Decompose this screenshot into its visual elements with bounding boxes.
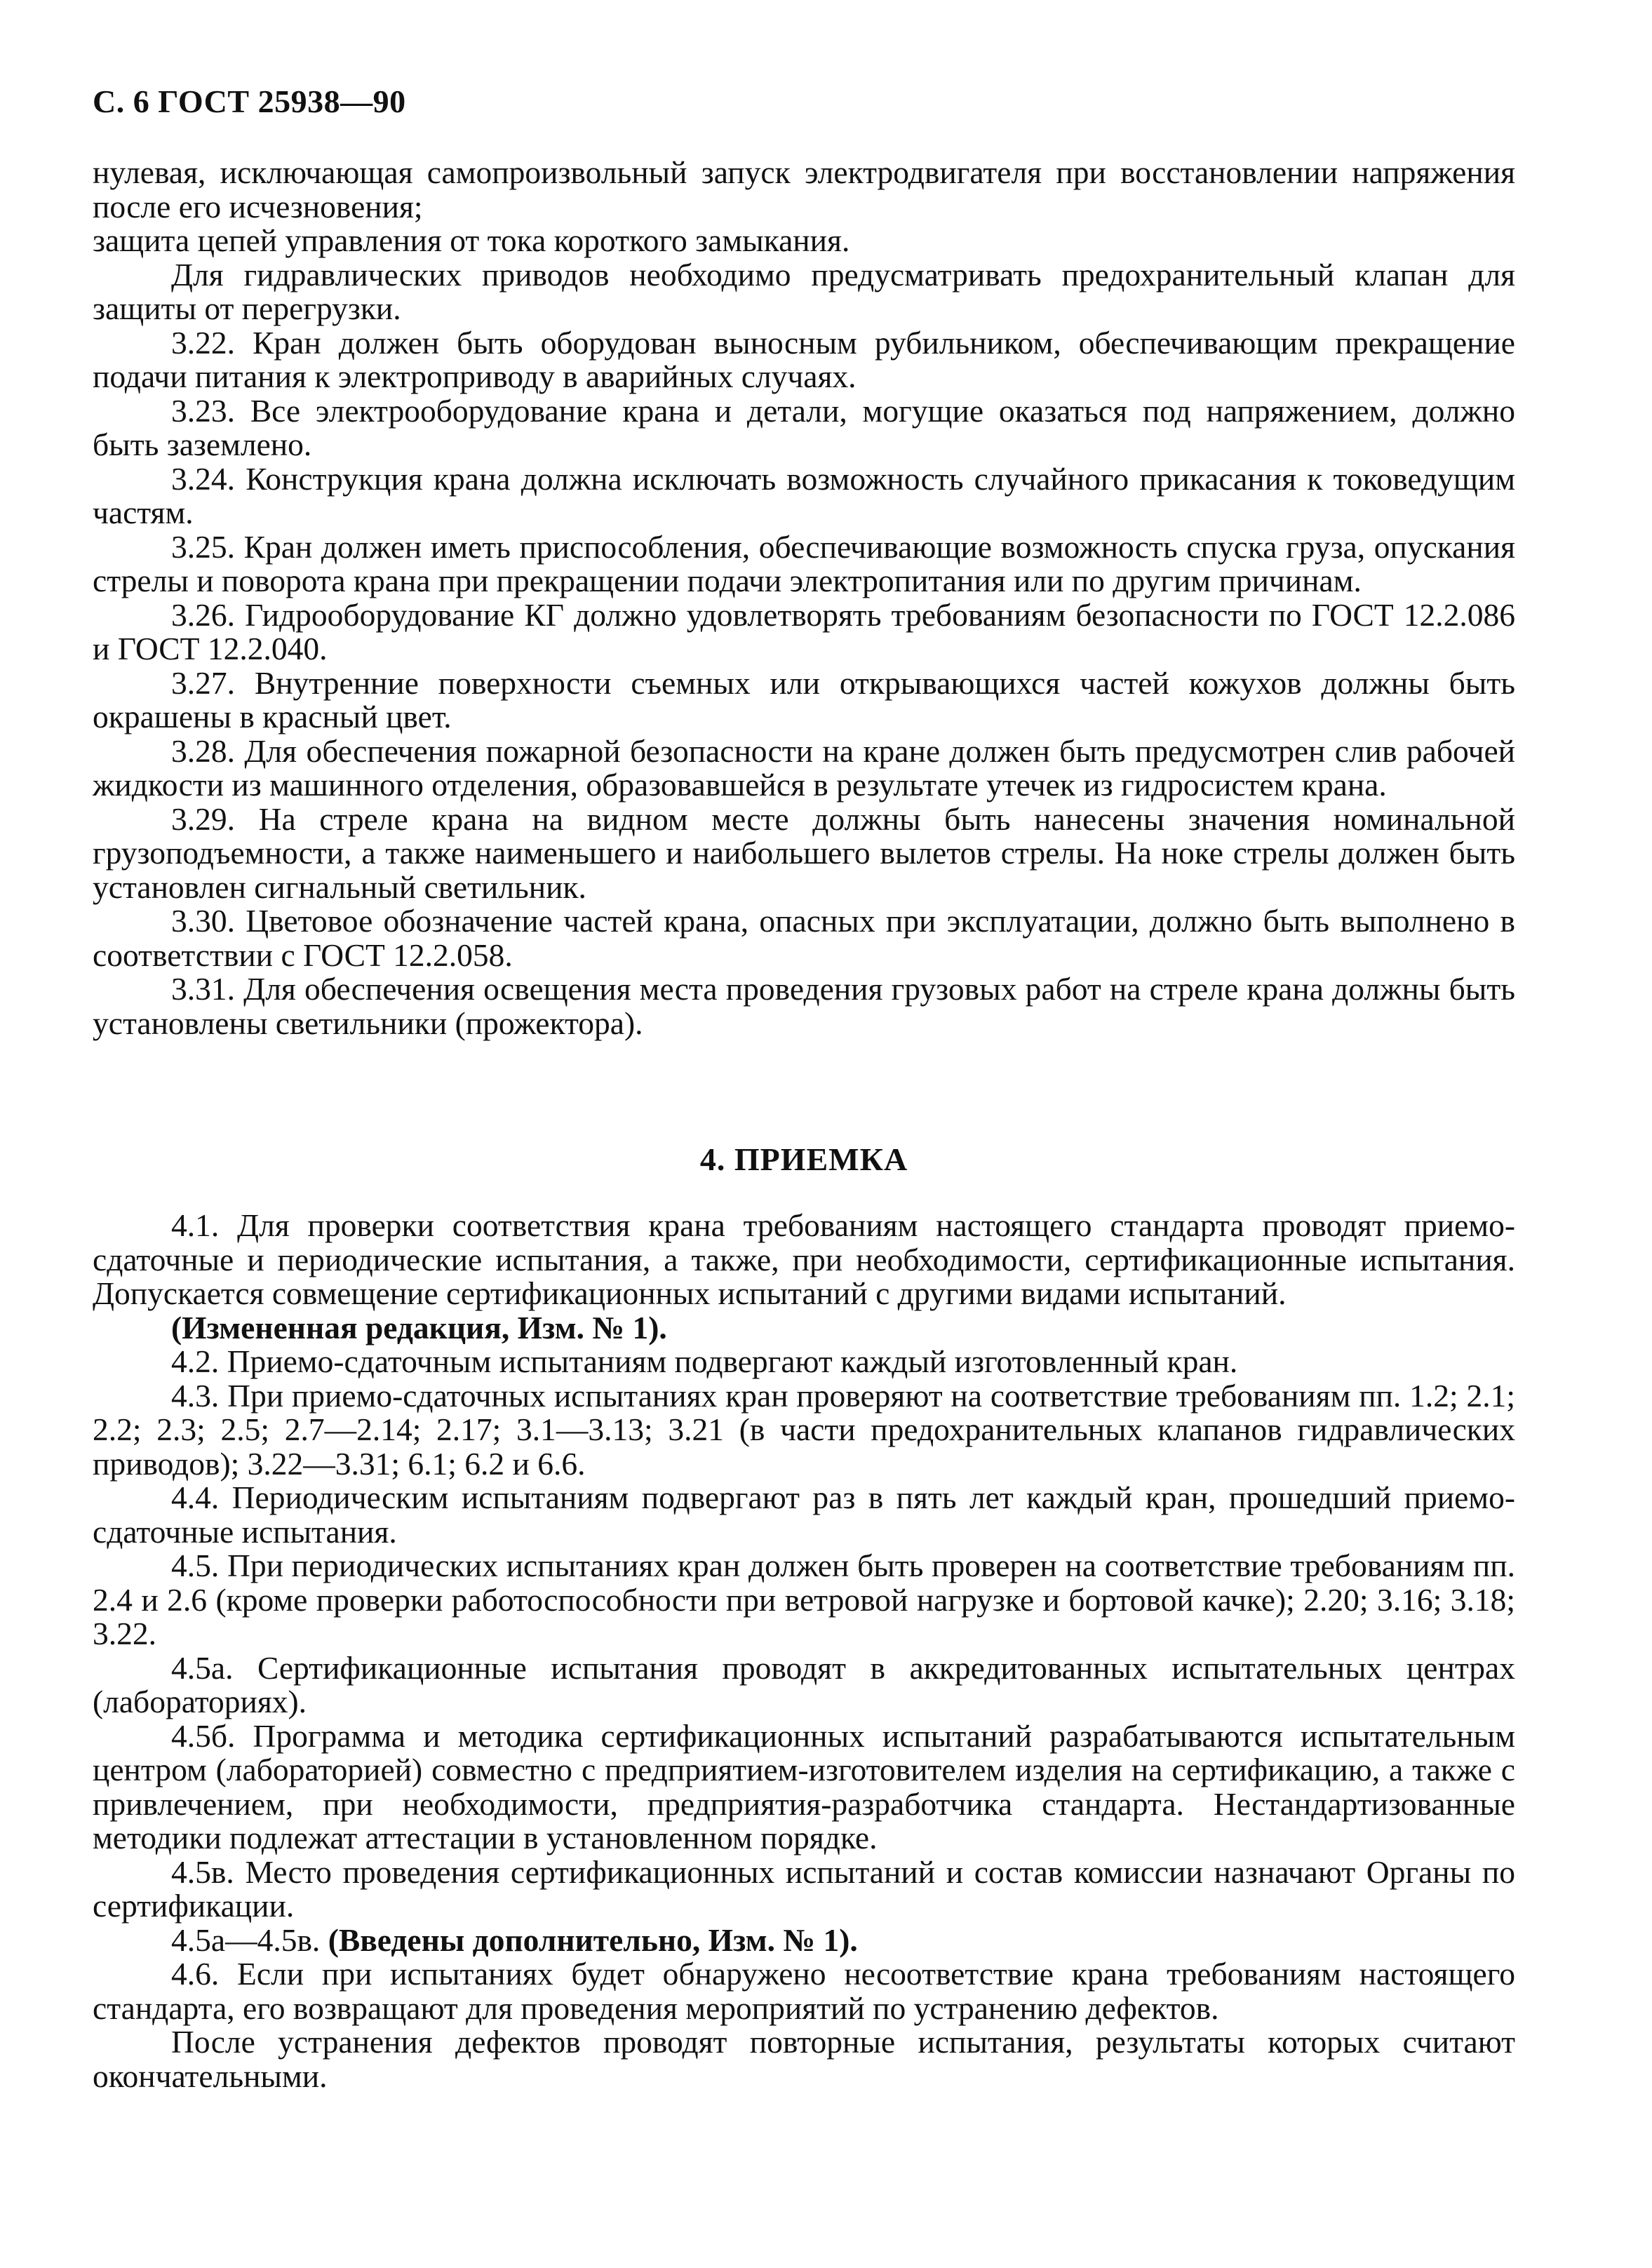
paragraph: защита цепей управления от тока короткого замыкания. bbox=[93, 222, 850, 258]
paragraph-3-26: 3.26. Гидрооборудование КГ должно удовлетворять требованиям безопасности по ГОСТ 12.2.086 и ГОСТ 12.2.040. bbox=[93, 596, 1515, 666]
paragraph-4-5a: 4.5а. Сертификационные испытания проводят в аккредитованных испытательных центрах (лабораториях). bbox=[93, 1649, 1515, 1719]
paragraph-4-5b: 4.5б. Программа и методика сертификационных испытаний разрабатываются испытательным центром (лабораторией) совместно с предприятием-изготовителем изделия на сертификацию, а также с привлечением, при необходимости, предприятия-разработчика стандарта. Нестандартизованные методики подлежат аттестации в установленном порядке. bbox=[93, 1717, 1515, 1856]
section-3-text bbox=[93, 156, 1515, 1040]
paragraph-4-5: 4.5. При периодических испытаниях кран должен быть проверен на соответствие требованиям пп. 2.4 и 2.6 (кроме проверки работоспособности при ветровой нагрузке и бортовой качке); 2.20; 3.16; 3.18; 3.22. bbox=[93, 1548, 1515, 1651]
amendment-note-2 bbox=[93, 1921, 1515, 1958]
paragraph-after: После устранения дефектов проводят повторные испытания, результаты которых считают окончательными. bbox=[93, 2024, 1515, 2094]
paragraph-3-30: 3.30. Цветовое обозначение частей крана, опасных при эксплуатации, должно быть выполнено в соответствии с ГОСТ 12.2.058. bbox=[93, 903, 1515, 973]
paragraph-3-22: 3.22. Кран должен быть оборудован выносным рубильником, обеспечивающим прекращение подачи питания к электроприводу в аварийных случаях. bbox=[93, 324, 1515, 394]
paragraph-3-31: 3.31. Для обеспечения освещения места проведения грузовых работ на стреле крана должны быть установлены светильники (прожектора). bbox=[93, 971, 1515, 1041]
page-header: С. 6 ГОСТ 25938—90 bbox=[93, 83, 406, 119]
paragraph-4-3: 4.3. При приемо-сдаточных испытаниях кран проверяют на соответствие требованиям пп. 1.2; 2.1; 2.2; 2.3; 2.5; 2.7—2.14; 2.17; 3.1—3.13; 3.21 (в части предохранительных клапанов гидравлических приводов); 3.22—3.31; 6.1; 6.2 и 6.6. bbox=[93, 1377, 1515, 1482]
paragraph-4-5v: 4.5в. Место проведения сертификационных испытаний и состав комиссии назначают Органы по сертификации. bbox=[93, 1853, 1515, 1924]
amendment-note bbox=[93, 1311, 1515, 1346]
paragraph-4-2: 4.2. Приемо-сдаточным испытаниям подвергают каждый изготовленный кран. bbox=[171, 1343, 1238, 1379]
amendment-note-2-text: (Введены дополнительно, Изм. № 1). bbox=[328, 1921, 858, 1958]
paragraph-4-1: 4.1. Для проверки соответствия крана требованиям настоящего стандарта проводят приемо-сдаточные и периодические испытания, а также, при необходимости, сертификационные испытания. Допускается совмещение сертификационных испытаний с другими видами испытаний. bbox=[93, 1207, 1515, 1311]
section-4-text bbox=[93, 1209, 1515, 2093]
paragraph-3-25: 3.25. Кран должен иметь приспособления, обеспечивающие возможность спуска груза, опускания стрелы и поворота крана при прекращении подачи электропитания или по другим причинам. bbox=[93, 528, 1515, 598]
paragraph-3-23: 3.23. Все электрооборудование крана и детали, могущие оказаться под напряжением, должно быть заземлено. bbox=[93, 392, 1515, 462]
paragraph-4-4: 4.4. Периодическим испытаниям подвергают раз в пять лет каждый кран, прошедший приемо-сдаточные испытания. bbox=[93, 1479, 1515, 1550]
section-4-title: 4. ПРИЕМКА bbox=[699, 1141, 908, 1177]
paragraph-3-24: 3.24. Конструкция крана должна исключать возможность случайного прикасания к токоведущим частям. bbox=[93, 460, 1515, 530]
amendment-note-text: (Измененная редакция, Изм. № 1). bbox=[171, 1309, 667, 1346]
paragraph-3-29: 3.29. На стреле крана на видном месте должны быть нанесены значения номинальной грузоподъемности, а также наименьшего и наибольшего вылетов стрелы. На ноке стрелы должен быть установлен сигнальный светильник. bbox=[93, 800, 1515, 905]
paragraph-4-6: 4.6. Если при испытаниях будет обнаружено несоответствие крана требованиям настоящего стандарта, его возвращают для проведения мероприятий по устранению дефектов. bbox=[93, 1956, 1515, 2026]
paragraph-3-28: 3.28. Для обеспечения пожарной безопасности на кране должен быть предусмотрен слив рабочей жидкости из машинного отделения, образовавшейся в результате утечек из гидросистем крана. bbox=[93, 732, 1515, 803]
amendment-note-prefix: 4.5а—4.5в. bbox=[171, 1921, 321, 1958]
paragraph: нулевая, исключающая самопроизвольный запуск электродвигателя при восстановлении напряжения после его исчезновения; bbox=[93, 154, 1515, 224]
paragraph-3-27: 3.27. Внутренние поверхности съемных или открывающихся частей кожухов должны быть окрашены в красный цвет. bbox=[93, 664, 1515, 734]
paragraph: Для гидравлических приводов необходимо предусматривать предохранительный клапан для защиты от перегрузки. bbox=[93, 256, 1515, 326]
